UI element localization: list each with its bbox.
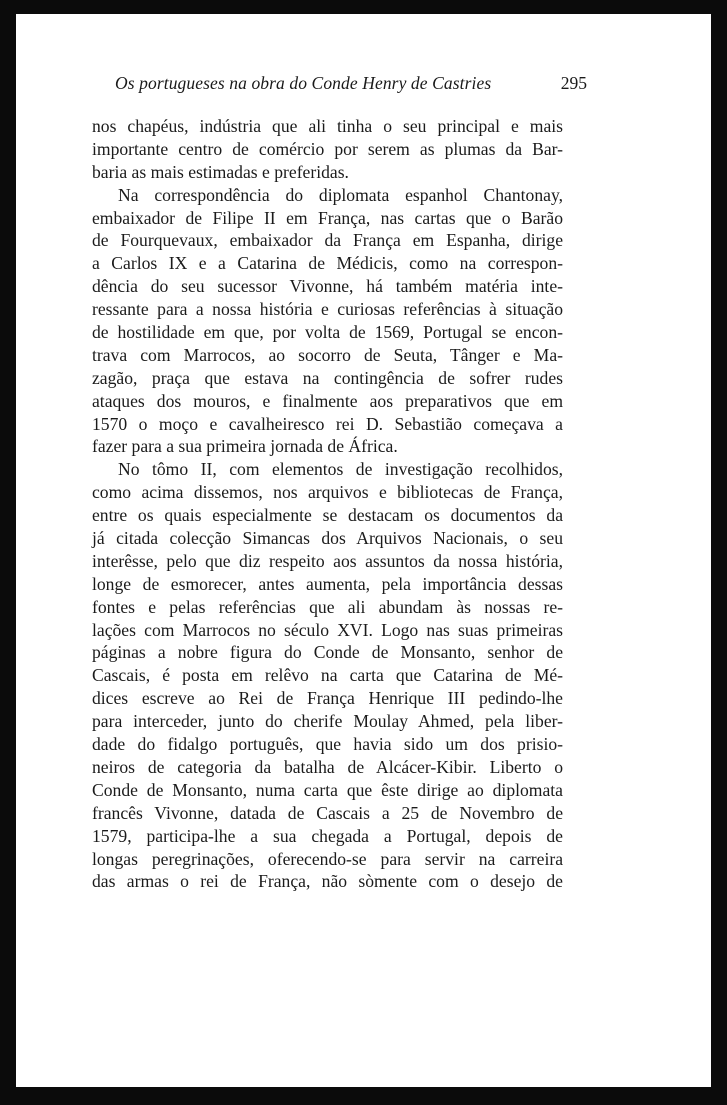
text-line: interêsse, pelo que diz respeito aos assuntos da nossa história,: [92, 550, 563, 571]
text-line: de hostilidade em que, por volta de 1569, Portugal se encon-: [92, 322, 563, 343]
text-line: 1579, participa-lhe a sua chegada a Portugal, depois de: [92, 825, 563, 846]
text-line: longas peregrinações, oferecendo-se para servir na carreira: [92, 848, 563, 869]
running-header: [115, 73, 587, 103]
text-line: francês Vivonne, datada de Cascais a 25 de Novembro de: [92, 802, 563, 823]
text-line: importante centro de comércio por serem as plumas da Bar-: [92, 138, 563, 159]
text-line: dices escreve ao Rei de França Henrique III pedindo-lhe: [92, 688, 563, 709]
text-line: Na correspondência do diplomata espanhol Chantonay,: [118, 184, 563, 205]
text-line: nos chapéus, indústria que ali tinha o seu principal e mais: [92, 116, 563, 136]
text-line: dência do seu sucessor Vivonne, há também matéria inte-: [92, 276, 563, 297]
text-line: para interceder, junto do cherife Moulay Ahmed, pela liber-: [92, 711, 563, 732]
text-line: fazer para a sua primeira jornada de África.: [92, 436, 398, 457]
text-line: a Carlos IX e a Catarina de Médicis, como na correspon-: [92, 253, 563, 274]
text-line: das armas o rei de França, não sòmente com o desejo de: [92, 871, 563, 892]
text-line: ataques dos mouros, e finalmente aos preparativos que em: [92, 390, 563, 411]
text-line: ressante para a nossa história e curiosas referências à situação: [92, 299, 563, 320]
text-line: de Fourquevaux, embaixador da França em Espanha, dirige: [92, 230, 563, 251]
page-number: 295: [560, 73, 587, 93]
body-text: [92, 115, 563, 893]
text-line: entre os quais especialmente se destacam os documentos da: [92, 505, 563, 526]
text-line: No tômo II, com elementos de investigação recolhidos,: [118, 459, 563, 480]
book-page: [16, 14, 711, 1087]
running-title: Os portugueses na obra do Conde Henry de Castries: [115, 73, 492, 93]
text-line: zagão, praça que estava na contingência de sofrer rudes: [92, 367, 563, 388]
text-line: embaixador de Filipe II em França, nas cartas que o Barão: [92, 207, 563, 228]
text-line: trava com Marrocos, ao socorro de Seuta, Tânger e Ma-: [92, 344, 563, 365]
text-line: fontes e pelas referências que ali abundam às nossas re-: [92, 596, 563, 617]
text-line: já citada colecção Simancas dos Arquivos Nacionais, o seu: [92, 528, 563, 549]
text-line: lações com Marrocos no século XVI. Logo nas suas primeiras: [92, 619, 563, 640]
text-line: Conde de Monsanto, numa carta que êste dirige ao diplomata: [92, 779, 563, 800]
text-line: longe de esmorecer, antes aumenta, pela importância dessas: [92, 573, 563, 594]
text-line: páginas a nobre figura do Conde de Monsanto, senhor de: [92, 642, 563, 663]
text-line: neiros de categoria da batalha de Alcácer-Kibir. Liberto o: [92, 756, 563, 777]
text-line: Cascais, é posta em relêvo na carta que Catarina de Mé-: [92, 665, 563, 686]
text-line: baria as mais estimadas e preferidas.: [92, 161, 349, 182]
text-line: como acima dissemos, nos arquivos e bibliotecas de França,: [92, 482, 563, 503]
text-line: 1570 o moço e cavalheiresco rei D. Sebastião começava a: [92, 413, 563, 434]
text-line: dade do fidalgo português, que havia sido um dos prisio-: [92, 734, 563, 755]
